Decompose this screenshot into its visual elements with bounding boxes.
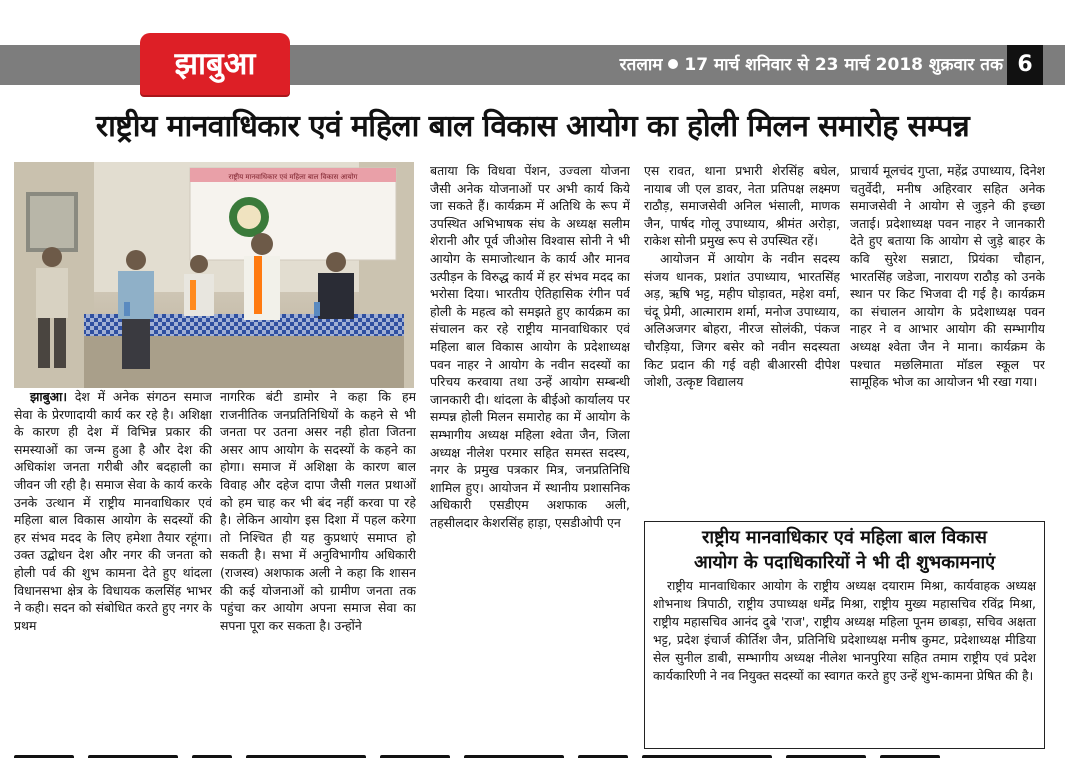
column-4-para-2: आयोजन में आयोग के नवीन सदस्य संजय धानक, प्रशांत उपाध्याय, भारतसिंह अड़, ऋषि भट्ट, महीप घोड़ावत, महेश वर्मा, चंदू प्रेमी, आत्माराम शर्मा, मनोज उपाध्याय, अलिअजगर बोहरा, नीरज सोलंकी, पंकज चौरड़िया, जिगर बसेर को नवीन सदस्यता किट प्रदान की गई वही बीआरसी दीपेश जोशी, उत्कृष्ट विद्यालय [644, 250, 840, 390]
article-column-1 [14, 388, 212, 750]
column-5-text: प्राचार्य मूलचंद गुप्ता, महेंद्र उपाध्याय, दिनेश चतुर्वेदी, मनीष अहिरवार सहित अनेक समाजसेवी ने आयोग से जुड़ने की इच्छा जताई। प्रदेशाध्यक्ष पवन नाहर ने जानकारी देते हुए बताया कि आयोग से जुड़े बाहर के कवि सुरेश सन्नाटा, प्रियंका चौहान, भारतसिंह जडेजा, नारायण राठौड़ को उनके स्थान पर किट भिजवा दी गई है। कार्यक्रम का संचालन आयोग के प्रदेशाध्यक्ष पवन नाहर ने व आभार आयोग की सम्भागीय अध्यक्ष श्वेता जैन ने माना। कार्यक्रम के पश्चात मछलिमाता मॉडल स्कूल पर सामूहिक भोज का आयोजन भी रखा गया। [850, 163, 1045, 390]
column-2-text: नागरिक बंटी डामोर ने कहा कि हम राजनीतिक जनप्रतिनिधियों के कहने से भी जनता पर उतना असर नही होता जितना असर आप आयोग के सदस्यों के कहने का होगा। समाज में अशिक्षा के कारण बाल विवाह और दहेज दापा जैसी गलत प्रथाओं को हम चाह कर भी बंद नहीं करवा पा रहे है। लेकिन आयोग इस दिशा में पहल करेगा तो निश्चित ही यह कुप्रथाएं समाप्त हो सकती है। सभा में अनुविभागीय अधिकारी (राजस्व) अशफाक अली ने कहा कि शासन की कई योजनाओं को ग्रामीण जनता तक पहुंचा कर आयोग अपना समाज सेवा का सपना पूरा कर सकता है। उन्होंने [220, 389, 416, 633]
cropped-bottom-text [0, 749, 1065, 758]
section-tag: झाबुआ [140, 33, 290, 95]
column-1-text: देश में अनेक संगठन समाज सेवा के प्रेरणादायी कार्य कर रहे है। अशिक्षा के कारण ही देश में विभिन्न प्रकार की समस्याओं का जन्म हुआ है और देश की अधिकांश जनता गरीबी और बदहाली का जीवन जी रही है। समाज सेवा के कार्य करके उनके उत्थान में राष्ट्रीय मानवाधिकार एवं महिला बाल विकास आयोग के सदस्यों की हर संभव मदद के लिए हमेशा तैयार रहूंगा। उक्त उद्बोधन देश और नगर की जनता को होली पर्व की शुभ कामना देते हुए थांदला विधानसभा क्षेत्र के विधायक कलसिंह भाभर ने कही। सदन को संबोधित करते हुए नगर के प्रथम [14, 389, 212, 633]
city-name: रतलाम [619, 55, 663, 75]
date-range: 17 मार्च शनिवार से 23 मार्च 2018 शुक्रवार तक [684, 55, 1003, 75]
box-heading-line-1: राष्ट्रीय मानवाधिकार एवं महिला बाल विकास [702, 527, 987, 548]
bullet-dot-icon [668, 59, 678, 69]
article-column-5 [850, 162, 1045, 517]
event-photo [14, 162, 414, 388]
article-column-3 [430, 162, 630, 750]
photo-banner-text: राष्ट्रीय मानवाधिकार एवं महिला बाल विकास आयोग [228, 173, 358, 181]
event-photo-drawing [14, 162, 414, 388]
wishes-box [644, 521, 1045, 749]
page-number: 6 [1007, 45, 1043, 85]
dateline-place: झाबुआ। [30, 389, 68, 404]
article-column-4 [644, 162, 840, 517]
dateline [620, 45, 1003, 85]
box-text: राष्ट्रीय मानवाधिकार आयोग के राष्ट्रीय अध्यक्ष दयाराम मिश्रा, कार्यवाहक अध्यक्ष शोभनाथ त्रिपाठी, राष्ट्रीय उपाध्यक्ष धर्मेंद्र मिश्रा, राष्ट्रीय मुख्य महासचिव रविंद्र मिश्रा, राष्ट्रीय महासचिव आनंद दुबे 'राज', राष्ट्रीय अध्यक्ष महिला पूनम छाबड़ा, सचिव अक्षता भट्ट, प्रदेश इंचार्ज कीर्तिश जैन, प्रतिनिधि प्रदेशाध्यक्ष मनीष कुमट, प्रदेशाध्यक्ष मीडिया सेल सुनील डाबी, सम्भागीय अध्यक्ष नीलेश भानपुरिया सहित तमाम राष्ट्रीय एवं प्रदेश कार्यकारिणी ने नव नियुक्त सदस्यों का स्वागत करते हुए उन्हें शुभ-कामना प्रेषित की है। [653, 578, 1036, 683]
column-4-para-1: एस रावत, थाना प्रभारी शेरसिंह बघेल, नायाब जी एल डावर, नेता प्रतिपक्ष लक्ष्मण राठौड़, समाजसेवी अनिल भंसाली, माणक जैन, पार्षद गोलू उपाध्याय, श्रीमंत अरोड़ा, राकेश सोनी प्रमुख रूप से उपस्थित रहें। [644, 163, 840, 249]
article-column-2 [220, 388, 416, 750]
column-3-text: बताया कि विधवा पेंशन, उज्वला योजना जैसी अनेक योजनाओं पर अभी कार्य किये जा सकते हैं। कार्यक्रम में अतिथि के रूप में उपस्थित अभिभाषक संघ के अध्यक्ष सलीम शेरानी और पूर्व जीओस विश्वास सोनी ने भी आयोग के समाजोत्थान के कार्य और मानव उत्पीड़न के विरुद्ध कार्य में हर संभव मदद का भरोसा दिया। भारतीय ऐतिहासिक रंगीन पर्व होली के महत्व को समझते हुए कार्यक्रम का संचालन कर रहे राष्ट्रीय मानवाधिकार एवं महिला बाल विकास आयोग के प्रदेशाध्यक्ष पवन नाहर ने आयोग के नवीन सदस्यों का परिचय करवाया तथा उन्हें आयोग सम्बन्धी जानकारी दी। थांदला के बीईओ कार्यालय पर सम्पन्न होली मिलन समारोह का में आयोग के सम्भागीय अध्यक्ष महिला श्वेता जैन, जिला अध्यक्ष नीलेश परमार सहित समस्त सदस्य, नगर के प्रमुख पत्रकार मित्र, जनप्रतिनिधि शामिल हुए। आयोजन में स्थानीय प्रशासनिक अधिकारी एसडीएम अशफाक अली, तहसीलदार केशरसिंह हाड़ा, एसडीओपी एन [430, 163, 630, 530]
main-headline: राष्ट्रीय मानवाधिकार एवं महिला बाल विकास आयोग का होली मिलन समारोह सम्पन्न [95, 109, 970, 144]
box-heading-line-2: आयोग के पदाधिकारियों ने भी दी शुभकामनाएं [693, 552, 996, 573]
